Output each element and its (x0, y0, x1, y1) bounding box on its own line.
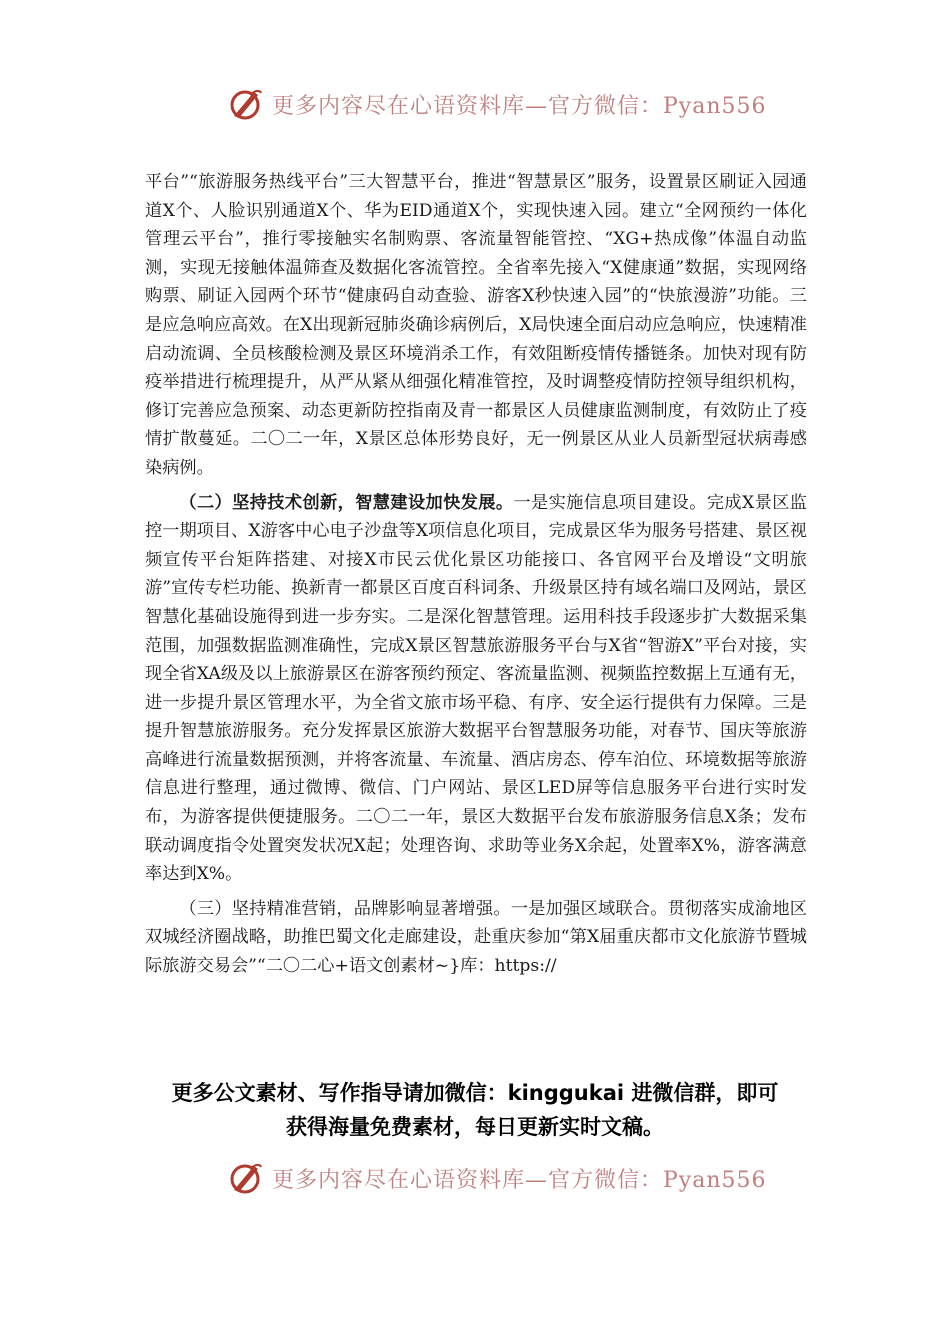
footer-banner (228, 1158, 767, 1198)
promo-line-1: 更多公文素材、写作指导请加微信：kinggukai 进微信群，即可 (171, 1081, 779, 1105)
header-banner (228, 84, 767, 124)
paragraph-2 (145, 489, 807, 889)
pen-logo-icon (228, 86, 264, 122)
paragraph-2-body: 一是实施信息项目建设。完成X景区监控一期项目、X游客中心电子沙盘等X项信息化项目，完成景区华为服务号搭建、景区视频宣传平台矩阵搭建、对接X市民云优化景区功能接口、各官网平台及增设“文明旅游”宣传专栏功能、换新青一都景区百度百科词条、升级景区持有域名端口及网站，景区智慧化基础设施得到进一步夯实。二是深化智慧管理。运用科技手段逐步扩大数据采集范围，加强数据监测准确性，完成X景区智慧旅游服务平台与X省“智游X”平台对接，实现全省XA级及以上旅游景区在游客预约预定、客流量监测、视频监控数据上互通有无，进一步提升景区管理水平，为全省文旅市场平稳、有序、安全运行提供有力保障。三是提升智慧旅游服务。充分发挥景区旅游大数据平台智慧服务功能，对春节、国庆等旅游高峰进行流量数据预测，并将客流量、车流量、酒店房态、停车泊位、环境数据等旅游信息进行整理，通过微博、微信、门户网站、景区LED屏等信息服务平台进行实时发布，为游客提供便捷服务。二〇二一年，景区大数据平台发布旅游服务信息X条；发布联动调度指令处置突发状况X起；处理咨询、求助等业务X余起，处置率X%，游客满意率达到X%。 (145, 492, 807, 885)
paragraph-1: 平台”“旅游服务热线平台”三大智慧平台，推进“智慧景区”服务，设置景区刷证入园通道X个、人脸识别通道X个、华为EID通道X个，实现快速入园。建立“全网预约一体化管理云平台”，推行零接触实名制购票、客流量智能管控、“XG+热成像”体温自动监测，实现无接触体温筛查及数据化客流管控。全省率先接入“X健康通”数据，实现网络购票、刷证入园两个环节“健康码自动查验、游客X秒快速入园”的“快旅漫游”功能。三是应急响应高效。在X出现新冠肺炎确诊病例后，X局快速全面启动应急响应，快速精准启动流调、全员核酸检测及景区环境消杀工作，有效阻断疫情传播链条。加快对现有防疫举措进行梳理提升，从严从紧从细强化精准管控，及时调整疫情防控领导组织机构，修订完善应急预案、动态更新防控指南及青一都景区人员健康监测制度，有效防止了疫情扩散蔓延。二〇二一年，X景区总体形势良好，无一例景区从业人员新型冠状病毒感染病例。 (145, 172, 807, 478)
promo-notice (120, 1076, 830, 1144)
footer-banner-text: 更多内容尽在心语资料库—官方微信：Pyan556 (272, 1167, 767, 1193)
document-body (145, 168, 807, 981)
pen-logo-icon (228, 1160, 264, 1196)
paragraph-2-heading: （二）坚持技术创新，智慧建设加快发展。 (179, 492, 514, 513)
header-banner-text: 更多内容尽在心语资料库—官方微信：Pyan556 (272, 93, 767, 119)
paragraph-3: （三）坚持精准营销，品牌影响显著增强。一是加强区域联合。贯彻落实成渝地区双城经济圈战略，助推巴蜀文化走廊建设，赴重庆参加“第X届重庆都市文化旅游节暨城际旅游交易会”“二〇二心+语文创素材~}库：https:// (145, 898, 807, 977)
promo-line-2: 获得海量免费素材，每日更新实时文稿。 (286, 1115, 664, 1139)
